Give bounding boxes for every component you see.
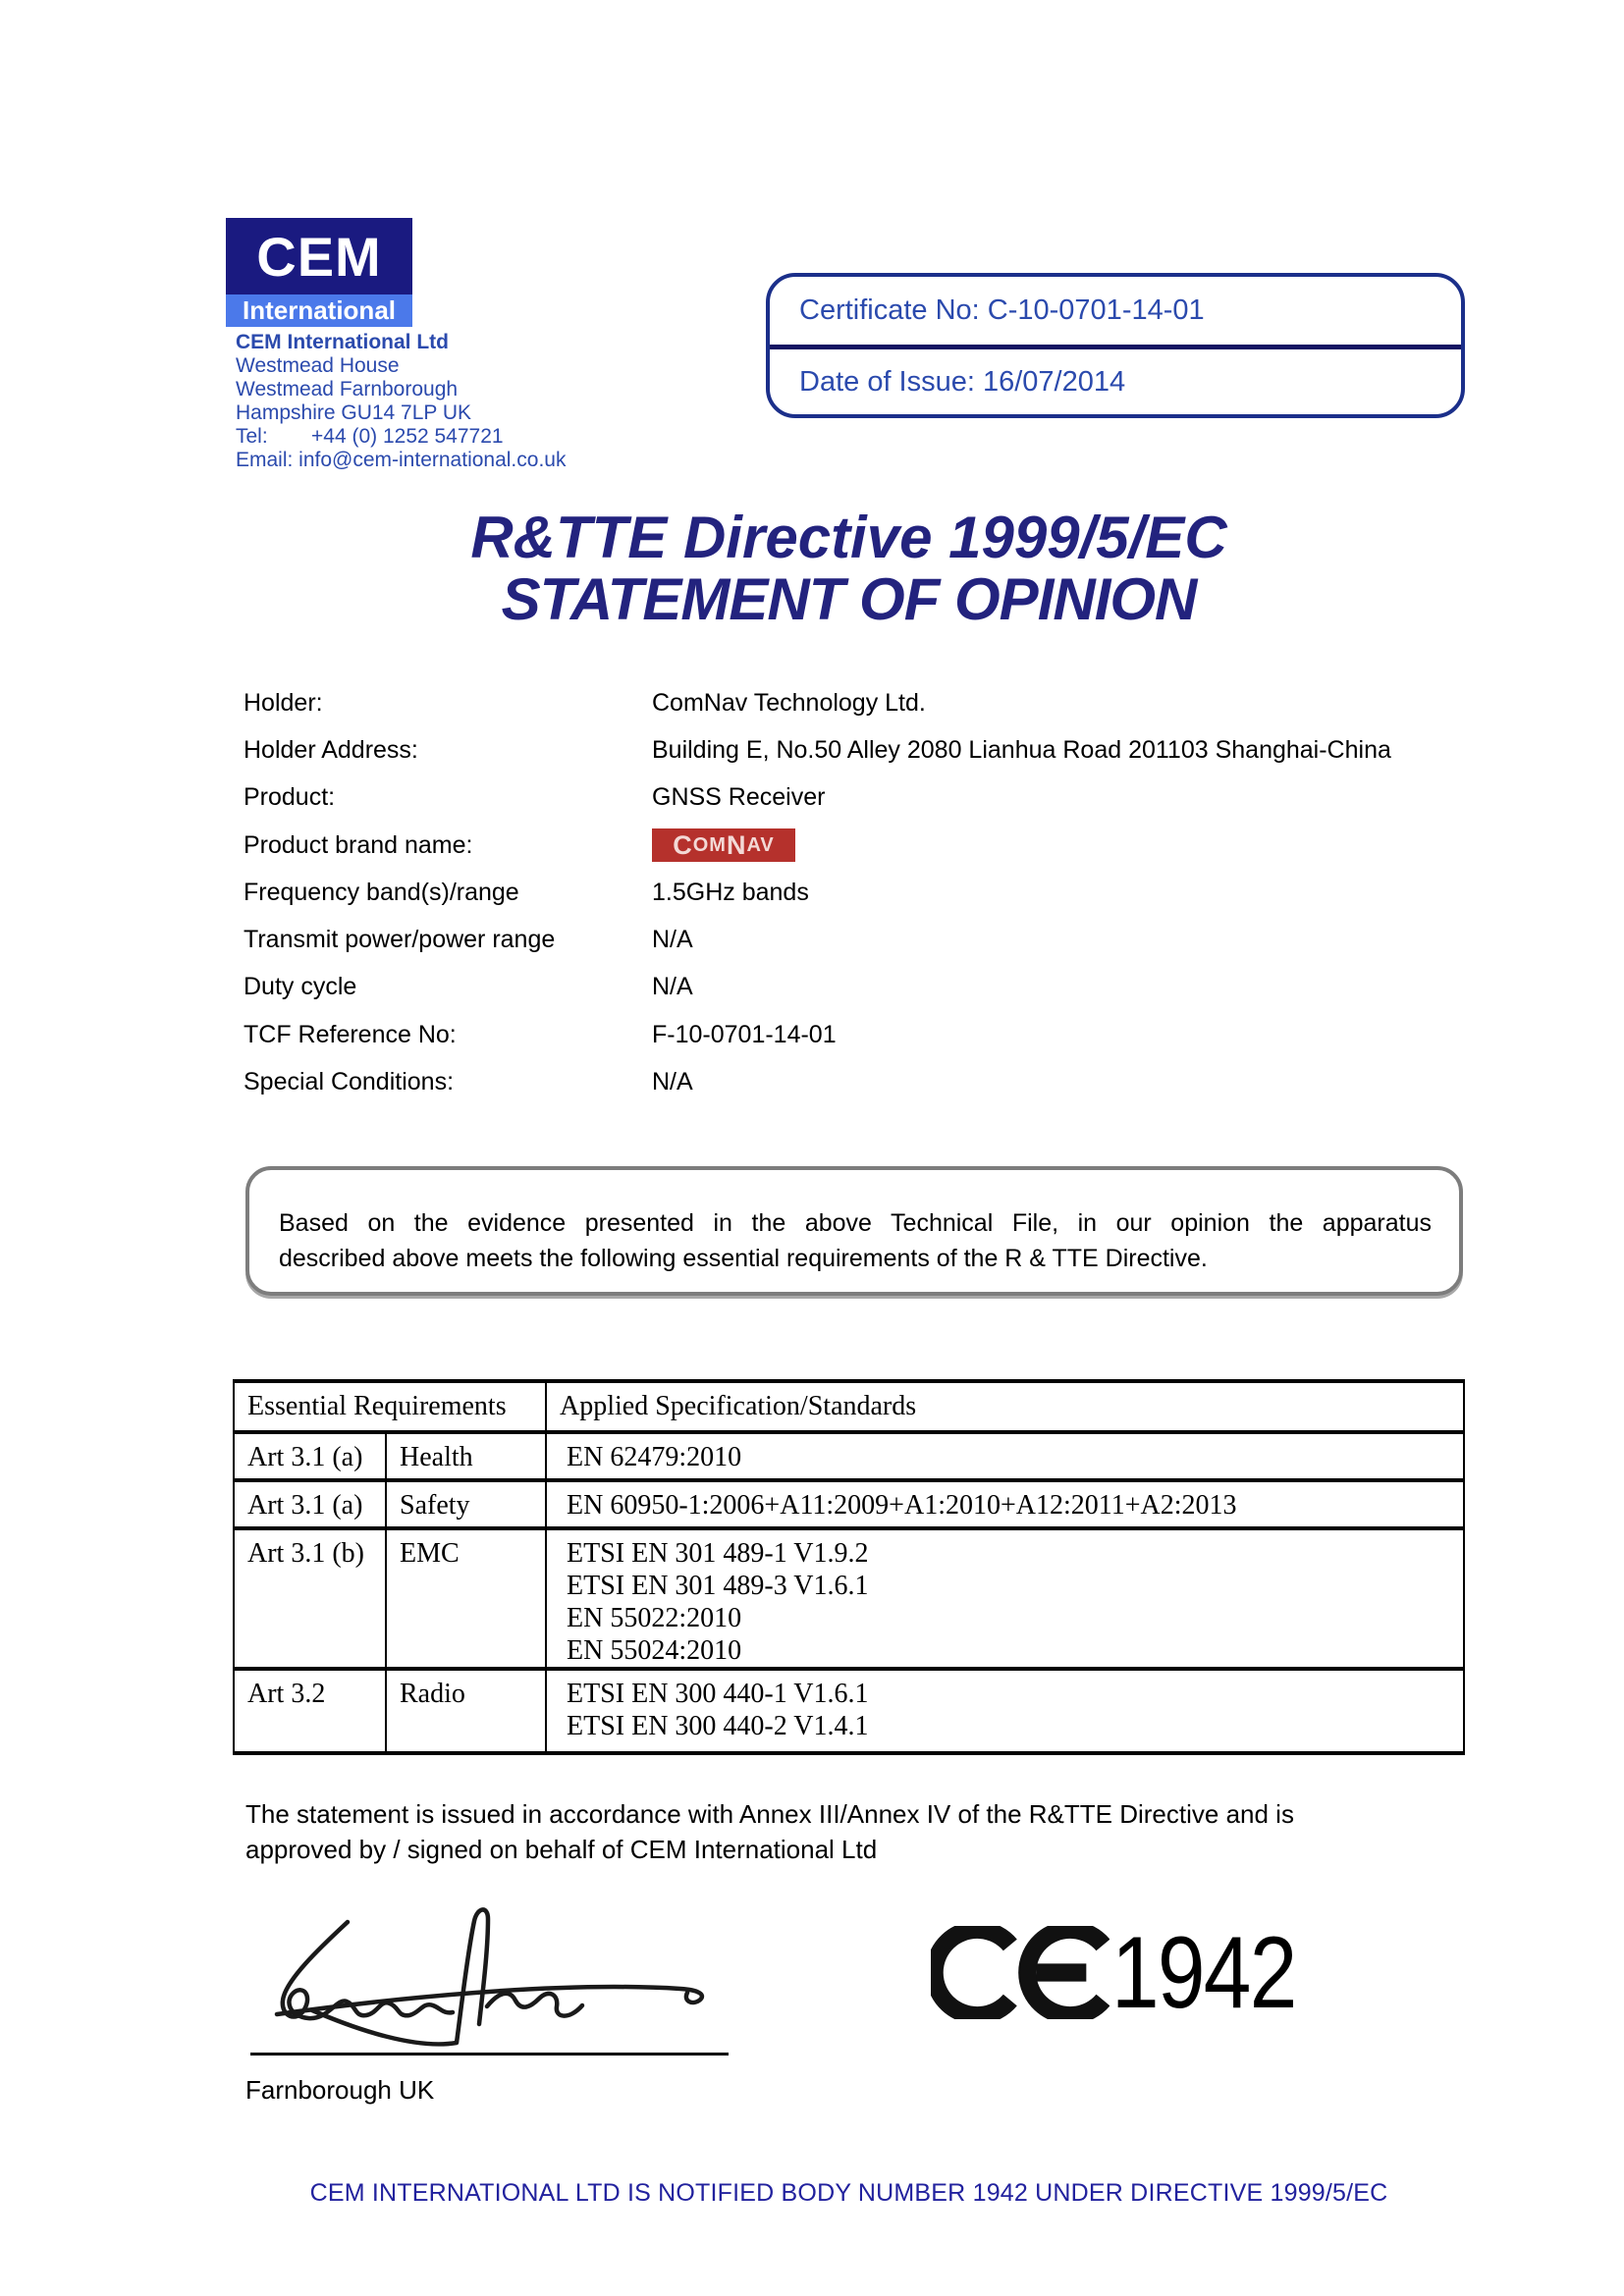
signature-image <box>263 1906 734 2052</box>
cell-standards <box>546 1669 1464 1753</box>
detail-value: F-10-0701-14-01 <box>652 1020 837 1048</box>
signature-location: Farnborough UK <box>245 2075 435 2105</box>
footer-notified-body-statement: CEM INTERNATIONAL LTD IS NOTIFIED BODY NUMBER 1942 UNDER DIRECTIVE 1999/5/EC <box>309 2179 1388 2207</box>
brand-logo-letter: N <box>726 829 747 860</box>
date-of-issue: Date of Issue: 16/07/2014 <box>799 365 1126 398</box>
detail-label: Product brand name: <box>244 830 473 859</box>
requirements-table <box>233 1379 1465 1755</box>
detail-row-tcf-reference <box>244 1011 1481 1058</box>
issuance-line2: approved by / signed on behalf of CEM International Ltd <box>245 1835 878 1864</box>
cell-category: Safety <box>386 1480 546 1528</box>
detail-row-duty-cycle <box>244 964 1481 1011</box>
detail-value: N/A <box>652 973 693 1001</box>
issuer-email-line: Email: info@cem-international.co.uk <box>236 449 567 471</box>
detail-value: N/A <box>652 926 693 954</box>
detail-label: Transmit power/power range <box>244 926 556 954</box>
opinion-statement-box <box>245 1166 1463 1296</box>
table-row-emc <box>234 1528 1464 1669</box>
cell-article: Art 3.1 (a) <box>234 1432 386 1480</box>
standard-line: EN 55022:2010 <box>567 1603 742 1633</box>
issuer-address-block <box>236 331 566 472</box>
detail-row-product <box>244 774 1481 822</box>
detail-row-transmit-power <box>244 916 1481 963</box>
cell-standards <box>546 1528 1464 1669</box>
detail-value: N/A <box>652 1068 693 1096</box>
cell-article: Art 3.1 (b) <box>234 1528 386 1669</box>
detail-label: Special Conditions: <box>244 1068 455 1096</box>
detail-value: ComNav Technology Ltd. <box>652 688 926 717</box>
phone-value: +44 (0) 1252 547721 <box>311 425 504 448</box>
standard-line: EN 60950-1:2006+A11:2009+A1:2010+A12:2011+A2:2013 <box>567 1490 1237 1521</box>
issuer-address-line: Hampshire GU14 7LP UK <box>236 401 472 424</box>
phone-label: Tel: <box>236 425 268 448</box>
notified-body-number: 1942 <box>1111 1916 1296 2030</box>
cem-logo-subtitle: International <box>226 294 412 327</box>
certificate-number: Certificate No: C-10-0701-14-01 <box>799 294 1205 326</box>
cell-article: Art 3.1 (a) <box>234 1480 386 1528</box>
cell-category: Radio <box>386 1669 546 1753</box>
detail-label: TCF Reference No: <box>244 1020 457 1048</box>
ce-mark <box>931 1916 1330 2030</box>
cell-category: EMC <box>386 1528 546 1669</box>
standard-line: ETSI EN 301 489-3 V1.6.1 <box>567 1571 869 1601</box>
issuer-address-line: Westmead Farnborough <box>236 378 459 400</box>
table-row-health <box>234 1432 1464 1480</box>
opinion-statement-line2: described above meets the following essential requirements of the R & TTE Directive. <box>279 1245 1208 1272</box>
issuance-statement <box>245 1796 1294 1867</box>
table-row-radio <box>234 1669 1464 1753</box>
issuer-phone-line <box>236 425 566 449</box>
brand-logo-letter: C <box>673 829 693 860</box>
detail-row-holder-address <box>244 726 1481 774</box>
comnav-brand-logo <box>652 828 795 862</box>
detail-label: Holder: <box>244 688 323 717</box>
cell-article: Art 3.2 <box>234 1669 386 1753</box>
issuer-name: CEM International Ltd <box>236 331 449 353</box>
detail-row-brand <box>244 822 1481 869</box>
detail-label: Duty cycle <box>244 973 357 1001</box>
cem-logo <box>226 218 412 327</box>
detail-value: 1.5GHz bands <box>652 878 809 906</box>
header-applied-standards: Applied Specification/Standards <box>546 1381 1464 1432</box>
detail-label: Frequency band(s)/range <box>244 878 519 906</box>
detail-value: GNSS Receiver <box>652 783 826 812</box>
table-row-safety <box>234 1480 1464 1528</box>
brand-logo-letters: AV <box>746 834 775 857</box>
standard-line: ETSI EN 301 489-1 V1.9.2 <box>567 1538 869 1569</box>
standard-line: EN 62479:2010 <box>567 1442 742 1472</box>
document-title <box>233 507 1465 630</box>
header-essential-requirements: Essential Requirements <box>234 1381 546 1432</box>
title-line-statement: STATEMENT OF OPINION <box>501 566 1197 632</box>
certificate-info-box <box>766 273 1465 418</box>
opinion-statement-line1: Based on the evidence presented in the above Technical File, in our opinion the apparatus <box>279 1209 1432 1237</box>
detail-row-special-conditions <box>244 1058 1481 1105</box>
cell-standards <box>546 1432 1464 1480</box>
signature-line <box>250 2053 729 2056</box>
detail-label: Product: <box>244 783 336 812</box>
issuer-address-line: Westmead House <box>236 354 400 377</box>
issuance-line1: The statement is issued in accordance with Annex III/Annex IV of the R&TTE Directive and is <box>245 1799 1294 1829</box>
brand-logo-letters: OM <box>692 834 727 857</box>
ce-logo-icon <box>931 1926 1110 2019</box>
table-header-row <box>234 1381 1464 1432</box>
cem-logo-mark: CEM <box>226 218 412 294</box>
detail-label: Holder Address: <box>244 735 418 764</box>
detail-value: Building E, No.50 Alley 2080 Lianhua Road 201103 Shanghai-China <box>652 735 1391 764</box>
cell-category: Health <box>386 1432 546 1480</box>
detail-row-holder <box>244 679 1481 726</box>
standard-line: EN 55024:2010 <box>567 1635 742 1666</box>
standard-line: ETSI EN 300 440-1 V1.6.1 <box>567 1679 869 1709</box>
title-line-directive: R&TTE Directive 1999/5/EC <box>470 505 1227 570</box>
detail-row-frequency <box>244 869 1481 916</box>
product-details <box>244 679 1481 1106</box>
cell-standards <box>546 1480 1464 1528</box>
standard-line: ETSI EN 300 440-2 V1.4.1 <box>567 1711 869 1741</box>
